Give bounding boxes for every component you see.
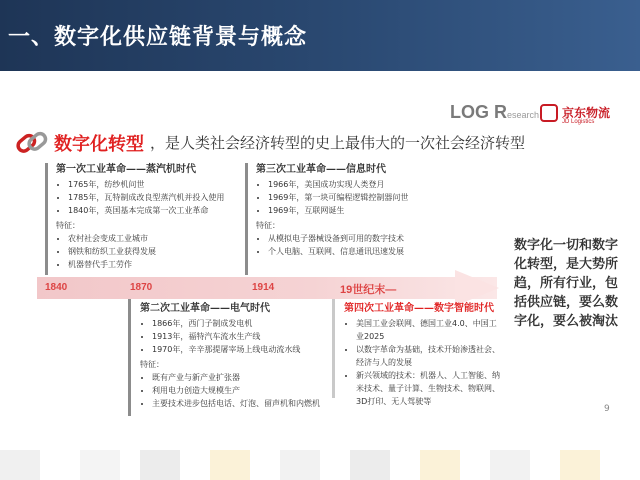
jd-logistics-sub: JD Logistics (562, 119, 595, 125)
era-bar-2 (128, 298, 131, 416)
revolution-3-events (256, 178, 506, 217)
conclusion-text: 数字化一切和数字化转型，是大势所趋，所有行业，包括供应链，要么数字化，要么被淘汰 (514, 238, 619, 329)
jd-logistics-logo: 京东物流 (562, 106, 611, 120)
footer-cell (210, 450, 250, 480)
timeline-arrow-icon (455, 270, 499, 306)
revolution-2-title: 第二次工业革命——电气时代 (140, 303, 270, 314)
logo-group (450, 102, 630, 130)
revolution-3-feature: • 从模拟电子器械设备到可用的数字技术 (268, 232, 506, 245)
footer-cell (490, 450, 530, 480)
revolution-1 (56, 163, 246, 271)
revolution-3-title: 第三次工业革命——信息时代 (256, 164, 386, 175)
revolution-2-features (140, 371, 335, 410)
revolution-1-feature: • 机器替代手工劳作 (68, 258, 246, 271)
revolution-3-event: • 1969年，互联网诞生 (268, 204, 506, 217)
logr-logo: LOG Research (450, 102, 540, 122)
revolution-1-title: 第一次工业革命——蒸汽机时代 (56, 164, 196, 175)
footer-cell (420, 450, 460, 480)
footer-cell (560, 450, 600, 480)
revolution-4-title: 第四次工业革命——数字智能时代 (344, 303, 494, 314)
revolution-2-feature: • 既有产业与新产业扩张器 (152, 371, 335, 384)
page-number: 9 (604, 404, 610, 414)
headline-highlight: 数字化转型 (54, 134, 144, 155)
revolution-4-event: • 新兴领域的技术：机器人、人工智能、纳米技术、量子计算、生物技术、物联网、3D打印、无人驾驶等 (356, 369, 504, 408)
revolution-1-event: • 1765年，纺纱机问世 (68, 178, 246, 191)
headline-text: ，是人类社会经济转型的史上最伟大的一次社会经济转型 (150, 134, 526, 152)
revolution-1-events (56, 178, 246, 217)
slide-title: 一、数字化供应链背景与概念 (8, 25, 308, 50)
revolution-3 (256, 163, 506, 258)
revolution-1-feature: • 农村社会变成工业城市 (68, 232, 246, 245)
revolution-3-event: • 1966年，美国成功实现人类登月 (268, 178, 506, 191)
revolution-4-events (344, 317, 504, 408)
revolution-2-event: • 1913年，福特汽车流水生产线 (152, 330, 335, 343)
revolution-1-event: • 1840年，英国基本完成第一次工业革命 (68, 204, 246, 217)
revolution-3-features (256, 232, 506, 258)
slide-header (0, 0, 640, 71)
revolution-1-features-label: 特征： (56, 221, 80, 230)
revolution-1-features (56, 232, 246, 271)
revolution-2-events (140, 317, 335, 356)
revolution-3-event: • 1969年，第一块可编程逻辑控制器问世 (268, 191, 506, 204)
footer-band (0, 450, 640, 480)
footer-cell (140, 450, 180, 480)
revolution-4 (344, 302, 504, 408)
revolution-1-event: • 1785年，瓦特制成改良型蒸汽机并投入使用 (68, 191, 246, 204)
timeline-year: 1840 (45, 282, 68, 293)
footer-cell (0, 450, 40, 480)
footer-cell (280, 450, 320, 480)
footer-cell (80, 450, 120, 480)
revolution-3-feature: • 个人电脑、互联网、信息通讯迅速发展 (268, 245, 506, 258)
revolution-1-feature: • 钢铁和纺织工业获得发展 (68, 245, 246, 258)
revolution-3-features-label: 特征： (256, 221, 280, 230)
revolution-2-features-label: 特征： (140, 360, 164, 369)
revolution-4-event: • 美国工业会联网、德国工业4.0、中国工业2025 (356, 317, 504, 343)
chain-link-icon (14, 126, 50, 160)
footer-cell (350, 450, 390, 480)
revolution-2-event: • 1866年，西门子制成发电机 (152, 317, 335, 330)
revolution-4-event: • 以数字革命为基础，技术开始渗透社会、经济与人的发展 (356, 343, 504, 369)
timeline-year: 19世纪末— (340, 284, 397, 296)
jd-logistics-mark-icon (540, 104, 558, 122)
timeline-year: 1914 (252, 282, 275, 293)
revolution-2-feature: • 利用电力创造大规模生产 (152, 384, 335, 397)
timeline-year: 1870 (130, 282, 153, 293)
revolution-2-feature: • 主要技术进步包括电话、灯泡、留声机和内燃机 (152, 397, 335, 410)
revolution-2-event: • 1970年，辛辛那提屠宰场上线电动流水线 (152, 343, 335, 356)
revolution-2 (140, 302, 335, 410)
era-bar-1 (45, 163, 48, 275)
